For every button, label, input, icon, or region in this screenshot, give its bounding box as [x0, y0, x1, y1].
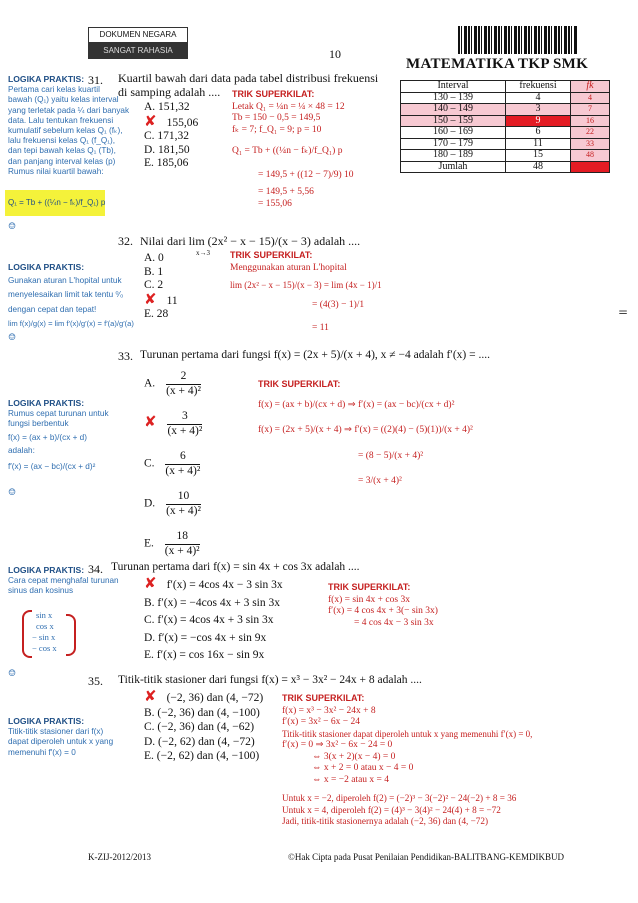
q34-trick-l3: = 4 cos 4x − 3 sin 3x — [354, 617, 434, 628]
q33-option-e-letter: E. — [144, 537, 154, 550]
q31-side-title: LOGIKA PRAKTIS: — [8, 74, 85, 84]
x-mark-icon: ✘ — [144, 289, 157, 308]
q35-trick-l10: Jadi, titik-titik stasionernya adalah (−2, 36) dan (4, −72) — [282, 816, 489, 826]
cycle-arrow — [66, 614, 76, 656]
subject-title: MATEMATIKA TKP SMK — [406, 56, 589, 72]
q34-option-b[interactable]: B. f′(x) = −4cos 4x + 3 sin 3x — [144, 596, 281, 609]
sangat-rahasia-label: SANGAT RAHASIA — [89, 43, 187, 58]
table-cell: 3 — [506, 104, 571, 116]
q31-trick-l1: Letak Q₁ = ¼n = ¼ × 48 = 12 — [232, 101, 345, 112]
table-cell: 7 — [571, 104, 610, 116]
table-cell: 48 — [571, 150, 610, 162]
q31-option-e[interactable]: E. 185,06 — [144, 157, 189, 169]
q31-option-d[interactable]: D. 181,50 — [144, 143, 190, 156]
q35-trick-l8: Untuk x = −2, diperoleh f(2) = (−2)³ − 3(−2)² − 24(−2) + 8 = 36 — [282, 793, 517, 803]
q33-option-b-frac — [167, 410, 202, 438]
q32-side-l4: lim f(x)/g(x) = lim f′(x)/g′(x) = f′(a)/g′(a) — [8, 318, 134, 328]
trig-cycle-diagram — [22, 610, 82, 658]
q34-options — [144, 574, 283, 663]
q31-option-b-row — [144, 111, 199, 131]
q32-trick-l2: lim (2x² − x − 15)/(x − 3) = lim (4x − 1)/1 — [230, 280, 382, 290]
q35-trick-title: TRIK SUPERKILAT: — [282, 693, 365, 703]
q31-number: 31. — [88, 73, 103, 87]
table-cell: 160 – 169 — [401, 127, 506, 139]
table-row — [401, 150, 610, 162]
q34-trick-l1: f(x) = sin 4x + cos 3x — [328, 594, 410, 605]
q34-option-e[interactable]: E. f′(x) = cos 16x − sin 9x — [144, 649, 265, 661]
q35-trick-l5: ⇔ 3(x + 2)(x − 4) = 0 — [312, 751, 396, 762]
q33-side-l3: f(x) = (ax + b)/(cx + d) — [8, 432, 87, 442]
table-cell: 11 — [506, 138, 571, 150]
table-row — [401, 127, 610, 139]
q32-side-l3: dengan cepat dan tepat! — [8, 304, 97, 314]
table-total-fk — [571, 161, 610, 173]
q34-option-d[interactable]: D. f′(x) = −cos 4x + sin 9x — [144, 631, 267, 644]
q32-side-title: LOGIKA PRAKTIS: — [8, 262, 85, 272]
table-cell: 33 — [571, 138, 610, 150]
footer-copyright: ©Hak Cipta pada Pusat Penilaian Pendidikan-BALITBANG-KEMDIKBUD — [288, 852, 565, 862]
q31-trick-l5: = 149,5 + ((12 − 7)/9) 10 — [258, 169, 354, 180]
q35-question: Titik-titik stasioner dari fungsi f(x) = x³ − 3x² − 24x + 8 adalah .... — [118, 674, 422, 686]
q34-trick — [328, 582, 528, 629]
x-mark-icon: ✘ — [144, 412, 157, 431]
q33-option-c-den: (x + 4)² — [165, 464, 201, 477]
cycle-brace — [22, 610, 32, 658]
q33-option-d-frac — [166, 490, 201, 518]
q33-side-l5: f′(x) = (ax − bc)/(cx + d)² — [8, 462, 96, 472]
margin-marks: = — [618, 305, 629, 319]
q31-option-c[interactable]: C. 171,32 — [144, 130, 190, 142]
q35-side-l3: memenuhi f′(x) = 0 — [8, 747, 76, 757]
table-cell: 9 — [506, 115, 571, 127]
q35-trick-conclusion — [282, 793, 622, 828]
q33-number: 33. — [118, 349, 133, 363]
q33-trick-l2: f(x) = (2x + 5)/(x + 4) ⇒ f′(x) = ((2)(4) − (5)(1))/(x + 4)² — [258, 425, 473, 435]
q32-number: 32. — [118, 234, 133, 248]
q33-option-a-letter: A. — [144, 377, 156, 390]
q31-side-l7: dan tepi bawah kelas Q₁ (Tb), — [8, 146, 116, 156]
table-cell: 4 — [571, 92, 610, 104]
q31-trick-l7: = 155,06 — [258, 198, 292, 209]
q33-option-b-num: 3 — [167, 410, 202, 425]
q33-option-a-den: (x + 4)² — [166, 384, 201, 397]
q34-side-l1: Cara cepat menghafal turunan — [8, 576, 119, 586]
q33-question: Turunan pertama dari fungsi f(x) = (2x + 5)/(x + 4), x ≠ −4 adalah f′(x) = .... — [140, 349, 490, 361]
q32-side-l1: Gunakan aturan L'hopital untuk — [8, 276, 122, 286]
q34-trick-l2: f′(x) = 4 cos 4x + 3(− sin 3x) — [328, 606, 438, 616]
q33-trick — [258, 379, 508, 488]
q33-option-e-den: (x + 4)² — [164, 544, 200, 557]
table-header: Interval — [401, 81, 506, 93]
table-cell: 4 — [506, 92, 571, 104]
q35-side-l1: Titik-titik stasioner dari f(x) — [8, 727, 104, 737]
q31-trick-title: TRIK SUPERKILAT: — [232, 89, 315, 99]
smile-icon: ☺ — [8, 488, 17, 498]
q34-option-a-row — [144, 574, 283, 593]
page-number: 10 — [329, 47, 341, 61]
q33-option-e-frac — [165, 530, 200, 558]
table-header-row — [401, 81, 610, 93]
q35-option-a-row — [144, 687, 264, 706]
q31-side-l9: Rumus nilai kuartil bawah: — [8, 166, 104, 176]
cycle-neg-cos: − cos x — [32, 643, 57, 653]
q35-trick-l9: Untuk x = 4, diperoleh f(2) = (4)³ − 3(4)² − 24(4) + 8 = −72 — [282, 804, 501, 815]
table-total-value: 48 — [506, 161, 571, 173]
q35-trick-l2: f′(x) = 3x² − 6x − 24 — [282, 717, 360, 727]
q33-option-a-frac — [166, 370, 201, 398]
q32-option-a[interactable]: A. 0 — [144, 252, 164, 264]
q32-option-e[interactable]: E. 28 — [144, 308, 169, 320]
q35-trick-l4: f′(x) = 0 ⇒ 3x² − 6x − 24 = 0 — [282, 740, 393, 750]
q33-option-c[interactable] — [144, 450, 202, 490]
q33-trick-l4: = 3/(x + 4)² — [358, 476, 402, 486]
q33-option-c-frac — [165, 450, 200, 478]
x-mark-icon: ✘ — [144, 111, 157, 130]
smile-icon: ☺ — [8, 333, 17, 343]
q31-side-l2: bawah (Q₁) yaitu kelas interval — [8, 95, 119, 105]
q31-option-b[interactable]: 155,06 — [166, 116, 199, 129]
q35-side-title: LOGIKA PRAKTIS: — [8, 716, 85, 726]
q31-trick — [232, 89, 402, 210]
table-cell: 16 — [571, 115, 610, 127]
q32-trick-title: TRIK SUPERKILAT: — [230, 250, 313, 260]
table-cell: 140 – 149 — [401, 104, 506, 116]
q32-trick-l1: Menggunakan aturan L'hopital — [230, 262, 347, 273]
q35-option-e[interactable]: E. (−2, 62) dan (4, −100) — [144, 750, 260, 762]
q33-option-d-num: 10 — [166, 490, 201, 505]
q33-trick-l3: = (8 − 5)/(x + 4)² — [358, 450, 424, 461]
q35-side-note — [8, 716, 138, 758]
q35-option-c[interactable]: C. (−2, 36) dan (4, −62) — [144, 721, 255, 733]
q31-option-a[interactable]: A. 151,32 — [144, 101, 190, 113]
q31-trick-l6: = 149,5 + 5,56 — [258, 187, 314, 197]
q31-side-l1: Pertama cari kelas kuartil — [8, 85, 100, 95]
barcode — [458, 26, 578, 54]
footer-code: K-ZIJ-2012/2013 — [88, 852, 151, 862]
q34-side-l2: sinus dan kosinus — [8, 586, 74, 596]
q32-question: Nilai dari lim (2x² − x − 15)/(x − 3) adalah .... — [140, 234, 361, 248]
q31-side-l3: yang terletak pada ¼ dari banyak — [8, 105, 130, 115]
q35-trick-l7: ⇔ x = −2 atau x = 4 — [312, 774, 390, 785]
q33-option-a[interactable] — [144, 370, 202, 410]
q33-option-b-den: (x + 4)² — [167, 424, 203, 437]
q33-side-l2: fungsi berbentuk — [8, 419, 69, 429]
q31-side-l4: data. Lalu tentukan frekuensi — [8, 115, 114, 125]
q33-side-note — [8, 398, 128, 472]
q33-option-a-num: 2 — [166, 370, 201, 385]
q33-option-d[interactable] — [144, 490, 202, 530]
doc-header-box — [88, 27, 188, 59]
smile-icon: ☺ — [8, 669, 17, 679]
q31-side-l5: kumulatif sebelum kelas Q₁ (fₖ), — [8, 126, 123, 136]
table-cell: 6 — [506, 127, 571, 139]
q32-trick — [230, 250, 430, 335]
q32-trick-l3: = (4(3) − 1)/1 — [312, 299, 365, 310]
table-row — [401, 92, 610, 104]
q32-trick-l4: = 11 — [312, 323, 329, 333]
table-header: fk — [571, 81, 610, 93]
q33-options — [144, 370, 202, 570]
cycle-sin: sin x — [36, 610, 53, 620]
q31-options — [144, 101, 198, 171]
q32-side-note — [8, 262, 144, 329]
q33-side-l4: adalah: — [8, 445, 35, 455]
q33-option-c-num: 6 — [165, 450, 200, 465]
q31-formula: Q₁ = Tb + ((¼n − fₖ)/f_Q₁) p — [8, 198, 106, 207]
x-mark-icon: ✘ — [144, 574, 157, 592]
q31-side-l6: lalu frekuensi kelas Q₁ (f_Q₁), — [8, 136, 115, 146]
cycle-neg-sin: − sin x — [32, 632, 56, 642]
table-total-label: Jumlah — [401, 161, 506, 173]
q35-trick-l3: Titik-titik stasioner dapat diperoleh untuk x yang memenuhi f′(x) = 0, — [282, 728, 533, 739]
q35-trick-l6: ⇔ x + 2 = 0 atau x − 4 = 0 — [312, 763, 414, 773]
q33-side-l1: Rumus cepat turunan untuk — [8, 409, 109, 419]
q33-side-title: LOGIKA PRAKTIS: — [8, 398, 85, 408]
q34-side-title: LOGIKA PRAKTIS: — [8, 565, 85, 575]
q31-side-l8: dan panjang interval kelas (p) — [8, 156, 116, 166]
q32-option-b[interactable]: B. 1 — [144, 265, 164, 278]
q33-trick-l1: f(x) = (ax + b)/(cx + d) ⇒ f′(x) = (ax − bc)/(cx + d)² — [258, 399, 455, 410]
frequency-table — [400, 80, 610, 173]
q33-option-d-letter: D. — [144, 497, 156, 510]
q33-option-e-num: 18 — [165, 530, 200, 545]
q33-option-b[interactable] — [144, 410, 202, 450]
q35-option-a[interactable]: (−2, 36) dan (4, −72) — [166, 692, 264, 704]
table-row — [401, 138, 610, 150]
table-cell: 15 — [506, 150, 571, 162]
q31-trick-l3: fₖ = 7; f_Q₁ = 9; p = 10 — [232, 124, 322, 135]
q33-trick-title: TRIK SUPERKILAT: — [258, 379, 341, 389]
table-row — [401, 104, 610, 116]
x-mark-icon: ✘ — [144, 687, 157, 705]
q32-option-d-row — [144, 289, 178, 309]
q31-trick-l4: Q₁ = Tb + ((¼n − fₖ)/f_Q₁) p — [232, 146, 343, 156]
table-cell: 130 – 139 — [401, 92, 506, 104]
q32-option-d[interactable]: 11 — [166, 294, 178, 307]
q34-trick-title: TRIK SUPERKILAT: — [328, 582, 411, 592]
table-cell: 170 – 179 — [401, 138, 506, 150]
q31-trick-l2: Tb = 150 − 0,5 = 149,5 — [232, 113, 321, 123]
table-total-row — [401, 161, 610, 173]
table-cell: 22 — [571, 127, 610, 139]
q35-trick-l1: f(x) = x³ − 3x² − 24x + 8 — [282, 705, 376, 716]
q35-options — [144, 687, 264, 764]
q32-options — [144, 252, 178, 322]
q32-option-c[interactable]: C. 2 — [144, 279, 164, 291]
q33-option-d-den: (x + 4)² — [166, 504, 201, 517]
q35-option-b[interactable]: B. (−2, 36) dan (4, −100) — [144, 706, 260, 719]
q35-option-d[interactable]: D. (−2, 62) dan (4, −72) — [144, 735, 255, 748]
q34-option-a[interactable]: f′(x) = 4cos 4x − 3 sin 3x — [166, 579, 283, 591]
table-cell: 180 – 189 — [401, 150, 506, 162]
q35-trick — [282, 693, 622, 786]
table-cell: 150 – 159 — [401, 115, 506, 127]
q31-question-l1: Kuartil bawah dari data pada tabel distribusi frekuensi — [118, 71, 379, 85]
q34-number: 34. — [88, 562, 103, 576]
table-row — [401, 115, 610, 127]
q34-question: Turunan pertama dari f(x) = sin 4x + cos 3x adalah .... — [111, 561, 360, 573]
cycle-cos: cos x — [36, 621, 54, 631]
q32-side-l2: menyelesaikan limit tak tentu ⁰⁄₀ — [8, 290, 124, 300]
q33-option-c-letter: C. — [144, 457, 155, 470]
table-header: frekuensi — [506, 81, 571, 93]
q32-lim-sub: x→3 — [196, 249, 210, 257]
q31-side-note — [8, 74, 142, 177]
dokumen-negara-label: DOKUMEN NEGARA — [89, 28, 187, 43]
q35-number: 35. — [88, 674, 103, 688]
smile-icon: ☺ — [8, 222, 17, 232]
q34-option-c[interactable]: C. f′(x) = 4cos 4x + 3 sin 3x — [144, 614, 274, 626]
q31-question-l2: di samping adalah .... — [118, 85, 221, 99]
q35-side-l2: dapat diperoleh untuk x yang — [8, 737, 114, 747]
